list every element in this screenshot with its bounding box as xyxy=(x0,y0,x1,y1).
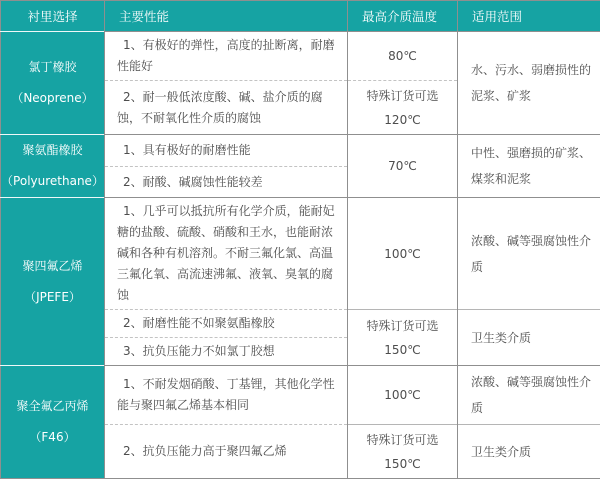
temperature-value: 150℃ xyxy=(350,452,455,476)
temperature-value: 120℃ xyxy=(350,108,455,132)
temperature-cell: 100℃ xyxy=(348,366,458,425)
performance-cell: 1、有极好的弹性，高度的扯断离，耐磨性能好 xyxy=(105,32,348,81)
temperature-note: 特殊订货可选 xyxy=(350,428,455,452)
lining-name-en: （Neoprene） xyxy=(1,83,104,114)
lining-name-en: （JPEFE） xyxy=(1,282,104,313)
range-cell: 中性、强磨损的矿浆、煤浆和泥浆 xyxy=(458,135,600,198)
table-row xyxy=(1,198,600,310)
range-cell: 浓酸、碱等强腐蚀性介质 xyxy=(458,198,600,310)
lining-name-cell xyxy=(1,198,105,366)
temperature-value: 150℃ xyxy=(350,338,455,362)
temperature-cell: 80℃ xyxy=(348,32,458,81)
temperature-cell xyxy=(348,81,458,135)
range-cell: 水、污水、弱磨损性的泥浆、矿浆 xyxy=(458,32,600,135)
performance-cell: 2、抗负压能力高于聚四氟乙烯 xyxy=(105,425,348,479)
temperature-note: 特殊订货可选 xyxy=(350,314,455,338)
lining-name-cell xyxy=(1,366,105,479)
range-cell: 浓酸、碱等强腐蚀性介质 xyxy=(458,366,600,425)
performance-cell: 1、不耐发烟硝酸、丁基锂，其他化学性能与聚四氟乙烯基本相同 xyxy=(105,366,348,425)
temperature-cell xyxy=(348,425,458,479)
lining-name-cell xyxy=(1,32,105,135)
column-header-max-temperature: 最高介质温度 xyxy=(348,1,458,32)
performance-cell: 2、耐一般低浓度酸、碱、盐介质的腐蚀，不耐氧化性介质的腐蚀 xyxy=(105,81,348,135)
column-header-applicable-range: 适用范围 xyxy=(458,1,600,32)
performance-cell: 2、耐酸、碱腐蚀性能较差 xyxy=(105,166,348,198)
table-row xyxy=(1,366,600,425)
range-cell: 卫生类介质 xyxy=(458,425,600,479)
table-header-row xyxy=(1,1,600,32)
temperature-cell xyxy=(348,310,458,366)
column-header-lining: 衬里选择 xyxy=(1,1,105,32)
performance-cell: 1、具有极好的耐磨性能 xyxy=(105,135,348,167)
lining-name-en: （Polyurethane） xyxy=(1,166,104,197)
range-cell: 卫生类介质 xyxy=(458,310,600,366)
lining-name: 聚全氟乙丙烯 xyxy=(1,391,104,422)
lining-name: 氯丁橡胶 xyxy=(1,52,104,83)
table-row xyxy=(1,135,600,167)
temperature-cell: 100℃ xyxy=(348,198,458,310)
lining-name: 聚氨酯橡胶 xyxy=(1,135,104,166)
lining-name-en: （F46） xyxy=(1,422,104,453)
performance-cell: 2、耐磨性能不如聚氨酯橡胶 xyxy=(105,310,348,338)
table-row xyxy=(1,32,600,81)
column-header-performance: 主要性能 xyxy=(105,1,348,32)
lining-name: 聚四氟乙烯 xyxy=(1,251,104,282)
performance-cell: 3、抗负压能力不如氯丁胶想 xyxy=(105,338,348,366)
temperature-cell: 70℃ xyxy=(348,135,458,198)
performance-cell: 1、几乎可以抵抗所有化学介质，能耐妃糖的盐酸、硫酸、硝酸和王水，也能耐浓碱和各种有机溶剂。不耐三氟化氯、高温三氟化氧、高流速沸氟、液氧、臭氧的腐蚀 xyxy=(105,198,348,310)
lining-name-cell xyxy=(1,135,105,198)
temperature-note: 特殊订货可选 xyxy=(350,84,455,108)
